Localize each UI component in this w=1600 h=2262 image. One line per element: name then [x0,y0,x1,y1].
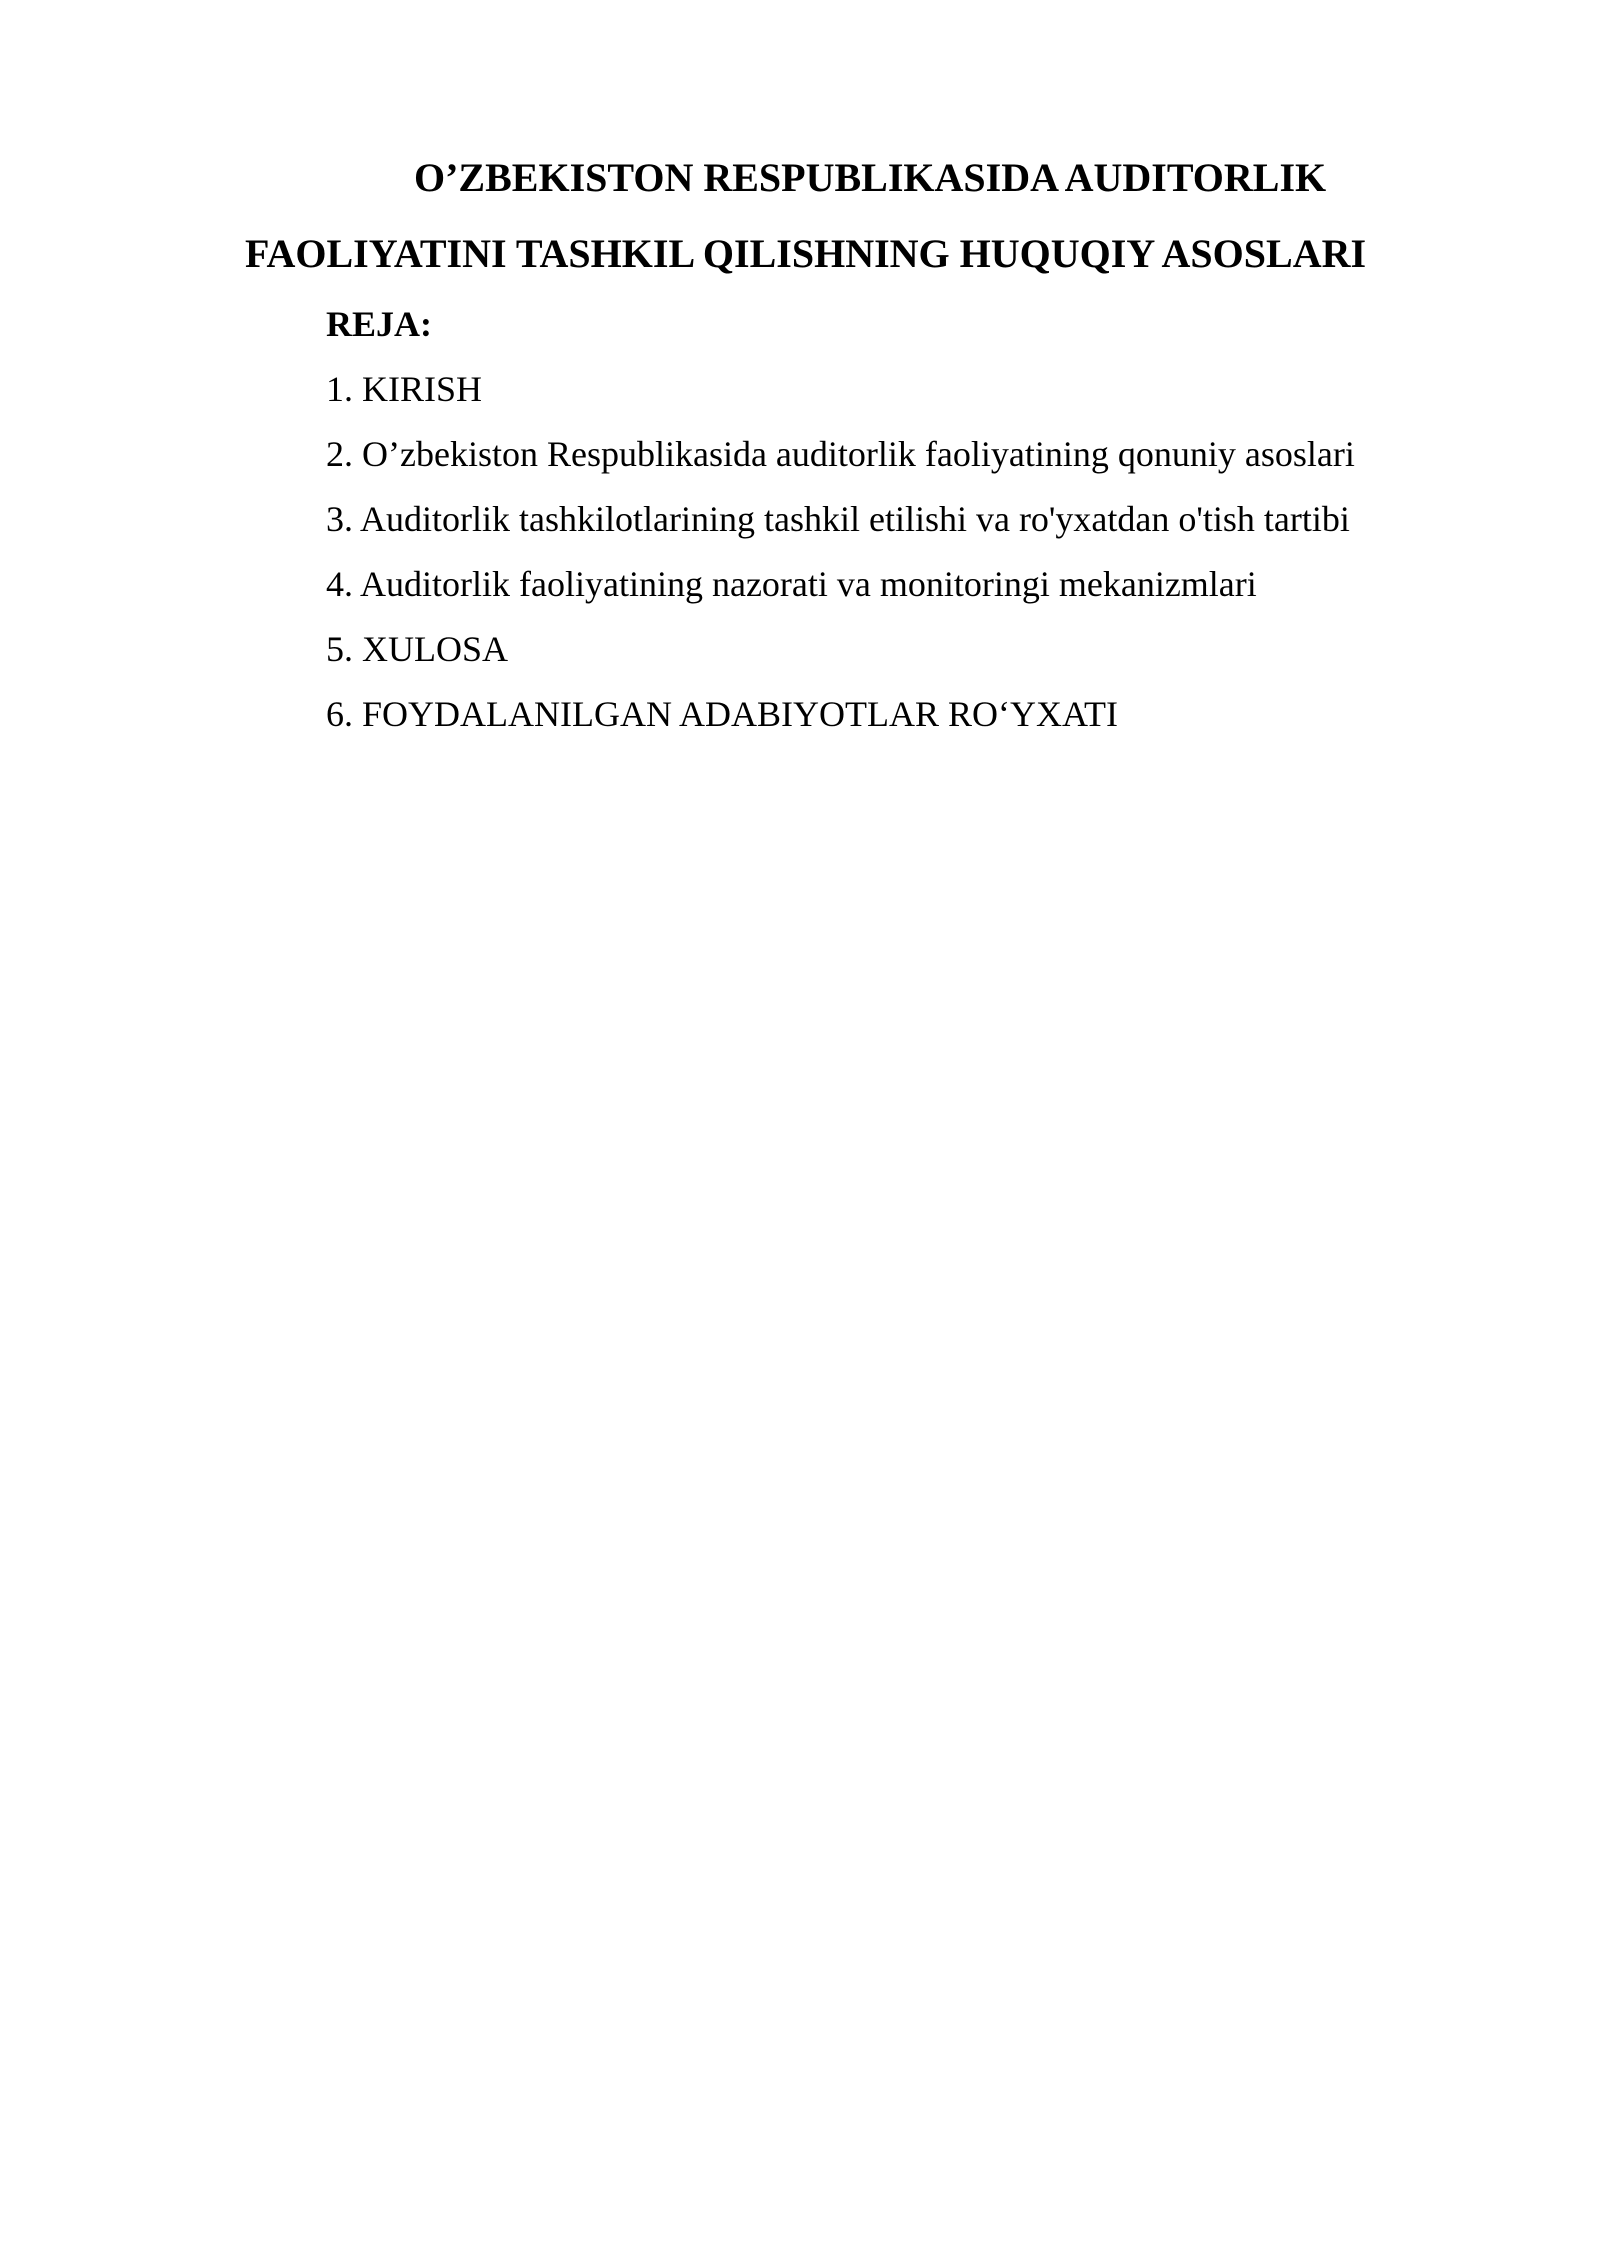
plan-item-conclusion: 5. XULOSA [326,629,509,669]
plan-item-legal-basis: 2. O’zbekiston Respublikasida auditorlik faoliyatining qonuniy asoslari [326,434,1355,474]
plan-item-references: 6. FOYDALANILGAN ADABIYOTLAR RO‘YXATI [326,694,1118,734]
plan-item-organization-registration: 3. Auditorlik tashkilotlarining tashkil etilishi va ro'yxatdan o'tish tartibi [326,499,1350,539]
plan-heading: REJA: [326,304,432,344]
plan-item-introduction: 1. KIRISH [326,369,483,409]
document-title-line-2: FAOLIYATINI TASHKIL QILISHNING HUQUQIY ASOSLARI [245,231,1367,276]
plan-item-control-monitoring: 4. Auditorlik faoliyatining nazorati va monitoringi mekanizmlari [326,564,1257,604]
plan-list [326,367,1355,757]
document-title-line-1: O’ZBEKISTON RESPUBLIKASIDA AUDITORLIK [414,155,1327,200]
